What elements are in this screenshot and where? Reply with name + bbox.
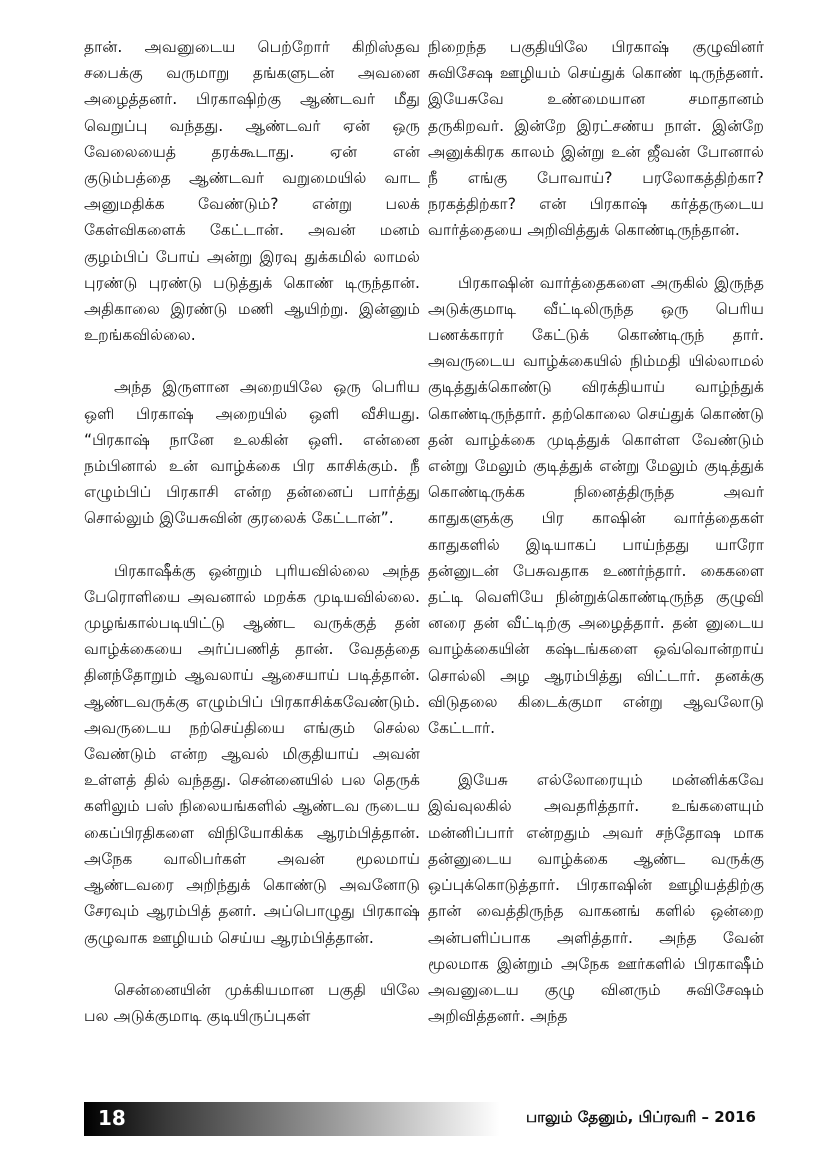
right-column xyxy=(428,34,764,1029)
page-footer xyxy=(84,1102,756,1136)
paragraph: பிரகாஷின் வார்த்தைகளை அருகில் இருந்த அடுக்குமாடி வீட்டிலிருந்த ஒரு பெரிய பணக்காரர் கேட்டுக் கொண்டிருந் தார். அவருடைய வாழ்க்கையில் நிம்மதி யில்லாமல் குடித்துக்கொண்டு விரக்தியாய் வாழ்ந்துக் கொண்டிருந்தார். தற்கொலை செய்துக் கொண்டு தன் வாழ்க்கை முடித்துக் கொள்ள வேண்டும் என்று மேலும் குடித்துக் என்று மேலும் குடித்துக் கொண்டிருக்க நினைத்திருந்த அவர் காதுகளுக்கு பிர காஷின் வார்த்தைகள் காதுகளில் இடியாகப் பாய்ந்தது யாரோ தன்னுடன் பேசுவதாக உணர்ந்தார். கைகளை தட்டி வெளியே நின்றுக்கொண்டிருந்த குழுவி னரை தன் வீட்டிற்கு அழைத்தார். தன் னுடைய வாழ்க்கையின் கஷ்டங்களை ஒவ்வொன்றாய் சொல்லி அழ ஆரம்பித்து விட்டார். தனக்கு விடுதலை கிடைக்குமா என்று ஆவலோடு கேட்டார். xyxy=(428,273,764,738)
paragraph: சென்னையின் முக்கியமான பகுதி யிலே பல அடுக்குமாடி குடியிருப்புகள் xyxy=(84,980,420,1025)
page-number: 18 xyxy=(98,1106,126,1130)
paragraph: இயேசு எல்லோரையும் மன்னிக்கவே இவ்வுலகில் அவதரித்தார். உங்களையும் மன்னிப்பார் என்றதும் அவர் சந்தோஷ மாக தன்னுடைய வாழ்க்கை ஆண்ட வருக்கு ஒப்புக்கொடுத்தார். பிரகாஷின் ஊழியத்திற்கு தான் வைத்திருந்த வாகனங் களில் ஒன்றை அன்பளிப்பாக அளித்தார். அந்த வேன் மூலமாக இன்றும் அநேக ஊர்களில் பிரகாஷீம் அவனுடைய குழு வினரும் சுவிசேஷம் அறிவித்தனர். அந்த xyxy=(428,771,764,1026)
running-title: பாலும் தேனும், பிப்ரவரி – 2016 xyxy=(526,1108,756,1126)
paragraph: தான். அவனுடைய பெற்றோர் கிறிஸ்தவ சபைக்கு வருமாறு தங்களுடன் அவனை அழைத்தனர். பிரகாஷிற்கு ஆண்டவர் மீது வெறுப்பு வந்தது. ஆண்டவர் ஏன் ஒரு வேலையைத் தரக்கூடாது. ஏன் என் குடும்பத்தை ஆண்டவர் வறுமையில் வாட அனுமதிக்க வேண்டும்? என்று பலக் கேள்விகளைக் கேட்டான். அவன் மனம் குழம்பிப் போய் அன்று இரவு துக்கமில் லாமல் புரண்டு புரண்டு படுத்துக் கொண் டிருந்தான். அதிகாலை இரண்டு மணி ஆயிற்று. இன்னும் உறங்கவில்லை. xyxy=(84,38,420,345)
paragraph: பிரகாஷீக்கு ஒன்றும் புரியவில்லை அந்த பேரொளியை அவனால் மறக்க முடியவில்லை. முழங்கால்படியிட்டு ஆண்ட வருக்குத் தன் வாழ்க்கையை அர்ப்பணித் தான். வேதத்தை தினந்தோறும் ஆவலாய் ஆசையாய் படித்தான். ஆண்டவருக்கு எழும்பிப் பிரகாசிக்கவேண்டும். அவருடைய நற்செய்தியை எங்கும் செல்ல வேண்டும் என்ற ஆவல் மிகுதியாய் அவன் உள்ளத் தில் வந்தது. சென்னையில் பல தெருக் களிலும் பஸ் நிலையங்களில் ஆண்டவ ருடைய கைப்பிரதிகளை விநியோகிக்க ஆரம்பித்தான். அநேக வாலிபர்கள் அவன் மூலமாய் ஆண்டவரை அறிந்துக் கொண்டு அவனோடு சேரவும் ஆரம்பித் தனர். அப்பொழுது பிரகாஷ் குழுவாக ஊழியம் செய்ய ஆரம்பித்தான். xyxy=(84,561,420,947)
footer-gradient-bar xyxy=(84,1102,500,1136)
paragraph: நிறைந்த பகுதியிலே பிரகாஷ் குழுவினர் சுவிசேஷ ஊழியம் செய்துக் கொண் டிருந்தனர். இயேசுவே உண்மையான சமாதானம் தருகிறவர். இன்றே இரட்சண்ய நாள். இன்றே அனுக்கிரக காலம் இன்று உன் ஜீவன் போனால் நீ எங்கு போவாய்? பரலோகத்திற்கா? நரகத்திற்கா? என் பிரகாஷ் கர்த்தருடைய வார்த்தையை அறிவித்துக் கொண்டிருந்தான். xyxy=(428,38,764,240)
paragraph: அந்த இருளான அறையிலே ஒரு பெரிய ஒளி பிரகாஷ் அறையில் ஒளி வீசியது. “பிரகாஷ் நானே உலகின் ஒளி. என்னை நம்பினால் உன் வாழ்க்கை பிர காசிக்கும். நீ எழும்பிப் பிரகாசி என்ற தன்னைப் பார்த்து சொல்லும் இயேசுவின் குரலைக் கேட்டான்”. xyxy=(84,378,420,528)
left-column xyxy=(84,34,420,1029)
